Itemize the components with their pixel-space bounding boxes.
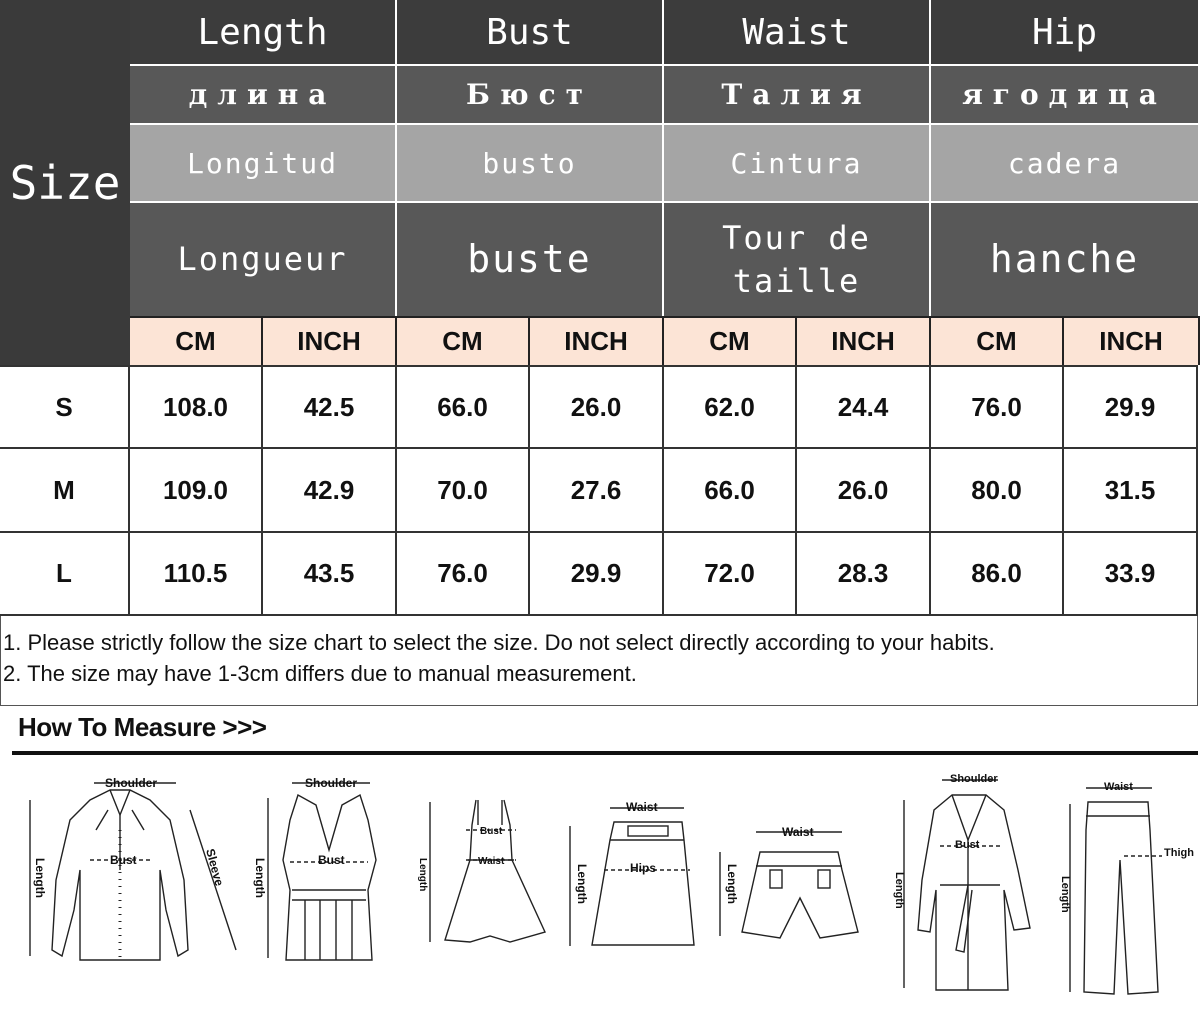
how-to-measure-title: How To Measure >>> (18, 712, 267, 742)
hips-label: Hips (630, 861, 657, 875)
bust-label: Bust (318, 853, 345, 867)
header-hip-es: cadera (931, 125, 1200, 203)
header-bust-en: Bust (397, 0, 664, 66)
m-waist-cm: 66.0 (664, 449, 797, 533)
l-bust-cm: 76.0 (397, 533, 530, 616)
l-length-inch: 43.5 (263, 533, 397, 616)
bust-label: Bust (480, 826, 503, 837)
shorts-illustration (720, 825, 858, 938)
skirt-illustration (570, 800, 694, 946)
m-length-cm: 109.0 (130, 449, 263, 533)
l-length-cm: 110.5 (130, 533, 263, 616)
shoulder-label: Shoulder (105, 776, 158, 790)
blouse-illustration (30, 776, 236, 960)
s-hip-inch: 29.9 (1064, 365, 1198, 449)
pants-illustration (1059, 781, 1194, 994)
unit-waist-inch: INCH (797, 316, 931, 365)
thigh-label: Thigh (1164, 847, 1194, 859)
sleeve-label: Sleeve (203, 847, 227, 888)
how-to-measure-illustrations (0, 760, 1200, 1020)
header-waist-es: Cintura (664, 125, 931, 203)
length-label: Length (33, 858, 47, 898)
bust-label: Bust (110, 853, 137, 867)
s-bust-cm: 66.0 (397, 365, 530, 449)
waist-label: Waist (782, 825, 814, 839)
shoulder-label: Shoulder (305, 776, 358, 790)
waist-label: Waist (1104, 781, 1133, 793)
header-waist-ru: Талия (664, 66, 931, 125)
header-waist-fr-line1: Tour de (722, 218, 871, 257)
header-hip-ru: ягодица (931, 66, 1200, 125)
header-length-es: Longitud (130, 125, 397, 203)
waist-label: Waist (478, 856, 505, 867)
m-hip-inch: 31.5 (1064, 449, 1198, 533)
header-waist-fr (664, 203, 931, 316)
unit-length-inch: INCH (263, 316, 397, 365)
size-header: Size (0, 0, 130, 365)
dress-illustration (417, 800, 545, 942)
header-bust-ru: Бюст (397, 66, 664, 125)
unit-bust-cm: CM (397, 316, 530, 365)
header-bust-fr: buste (397, 203, 664, 316)
l-hip-inch: 33.9 (1064, 533, 1198, 616)
header-length-ru: длина (130, 66, 397, 125)
m-length-inch: 42.9 (263, 449, 397, 533)
length-label: Length (575, 864, 589, 904)
l-hip-cm: 86.0 (931, 533, 1064, 616)
bust-label: Bust (955, 839, 980, 851)
waist-label: Waist (626, 800, 658, 814)
note-1: 1. Please strictly follow the size chart to select the size. Do not select directly according to your habits. (3, 630, 995, 655)
unit-bust-inch: INCH (530, 316, 664, 365)
header-waist-en: Waist (664, 0, 931, 66)
s-bust-inch: 26.0 (530, 365, 664, 449)
m-bust-inch: 27.6 (530, 449, 664, 533)
length-label: Length (893, 872, 905, 909)
header-length-fr: Longueur (130, 203, 397, 316)
l-waist-cm: 72.0 (664, 533, 797, 616)
header-hip-fr: hanche (931, 203, 1200, 316)
size-m-label: M (0, 449, 130, 533)
unit-length-cm: CM (130, 316, 263, 365)
section-divider (12, 751, 1198, 755)
length-label: Length (253, 858, 267, 898)
note-2: 2. The size may have 1-3cm differs due to manual measurement. (3, 661, 637, 686)
top-illustration (253, 776, 376, 960)
header-hip-en: Hip (931, 0, 1200, 66)
s-length-inch: 42.5 (263, 365, 397, 449)
m-bust-cm: 70.0 (397, 449, 530, 533)
length-label: Length (417, 858, 428, 892)
unit-hip-inch: INCH (1064, 316, 1200, 365)
notes-box (0, 616, 1198, 706)
header-bust-es: busto (397, 125, 664, 203)
s-length-cm: 108.0 (130, 365, 263, 449)
header-waist-fr-line2: taille (732, 261, 861, 300)
unit-waist-cm: CM (664, 316, 797, 365)
header-length-en: Length (130, 0, 397, 66)
m-hip-cm: 80.0 (931, 449, 1064, 533)
s-hip-cm: 76.0 (931, 365, 1064, 449)
l-waist-inch: 28.3 (797, 533, 931, 616)
s-waist-cm: 62.0 (664, 365, 797, 449)
length-label: Length (1059, 876, 1071, 913)
size-s-label: S (0, 365, 130, 449)
m-waist-inch: 26.0 (797, 449, 931, 533)
length-label: Length (725, 864, 739, 904)
size-l-label: L (0, 533, 130, 616)
l-bust-inch: 29.9 (530, 533, 664, 616)
coat-illustration (893, 773, 1030, 990)
s-waist-inch: 24.4 (797, 365, 931, 449)
shoulder-label: Shoulder (950, 773, 998, 785)
unit-hip-cm: CM (931, 316, 1064, 365)
